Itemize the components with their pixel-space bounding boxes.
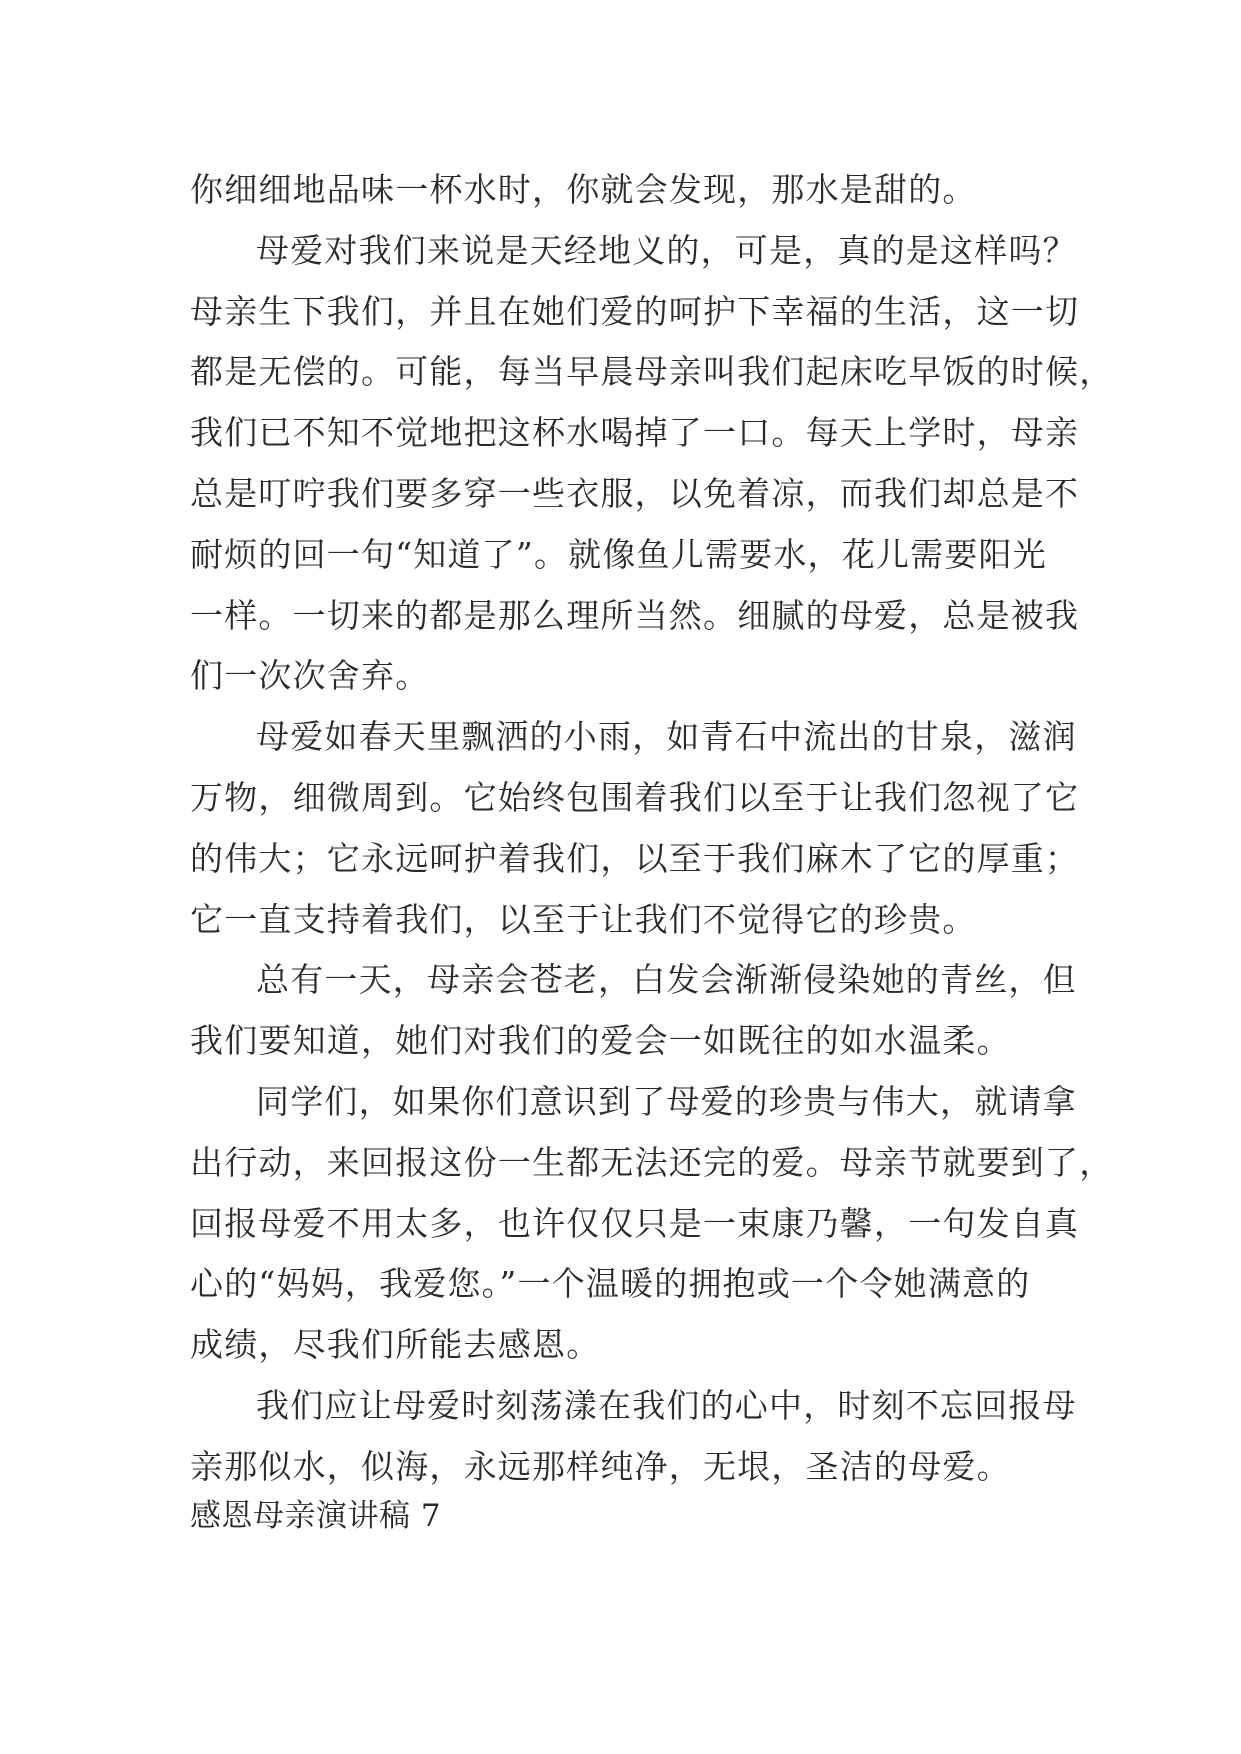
section-heading: 感恩母亲演讲稿 7 (190, 1498, 442, 1534)
text-line: 心的“妈妈，我爱您。”一个温暖的拥抱或一个令她满意的 (190, 1264, 1031, 1304)
paragraph (190, 1072, 1114, 1376)
text-line: 母亲生下我们，并且在她们爱的呵护下幸福的生活，这一切 (190, 291, 1080, 331)
text-line: 成绩，尽我们所能去感恩。 (190, 1325, 601, 1365)
text-line: 母爱对我们来说是天经地义的，可是，真的是这样吗？ (256, 230, 1077, 270)
paragraph (190, 221, 1114, 707)
text-line: 我们已不知不觉地把这杯水喝掉了一口。每天上学时，母亲 (190, 413, 1080, 453)
text-line: 亲那似水，似海，永远那样纯净，无垠，圣洁的母爱。 (190, 1446, 1011, 1486)
text-line: 总是叮咛我们要多穿一些衣服，以免着凉，而我们却总是不 (190, 473, 1080, 513)
text-line: 你细细地品味一杯水时，你就会发现，那水是甜的。 (190, 170, 977, 209)
text-line: 它一直支持着我们，以至于让我们不觉得它的珍贵。 (190, 899, 977, 939)
paragraph (190, 707, 1080, 950)
text-line: 一样。一切来的都是那么理所当然。细腻的母爱，总是被我 (190, 595, 1080, 635)
paragraph (190, 160, 1050, 221)
text-line: 出行动，来回报这份一生都无法还完的爱。母亲节就要到了， (190, 1142, 1114, 1182)
text-line: 母爱如春天里飘洒的小雨，如青石中流出的甘泉，滋润 (256, 717, 1077, 757)
document-body (190, 160, 1114, 1498)
text-line: 回报母爱不用太多，也许仅仅只是一束康乃馨，一句发自真 (190, 1203, 1080, 1243)
text-line: 同学们，如果你们意识到了母爱的珍贵与伟大，就请拿 (256, 1081, 1077, 1121)
text-line: 总有一天，母亲会苍老，白发会渐渐侵染她的青丝，但 (256, 960, 1077, 1000)
text-line: 我们应让母爱时刻荡漾在我们的心中，时刻不忘回报母 (256, 1385, 1077, 1425)
text-line: 都是无偿的。可能，每当早晨母亲叫我们起床吃早饭的时候， (190, 352, 1114, 392)
text-line: 们一次次舍弃。 (190, 656, 430, 696)
text-line: 万物，细微周到。它始终包围着我们以至于让我们忽视了它 (190, 777, 1080, 817)
text-line: 我们要知道，她们对我们的爱会一如既往的如水温柔。 (190, 1021, 1011, 1061)
text-line: 的伟大；它永远呵护着我们，以至于我们麻木了它的厚重； (190, 838, 1080, 878)
paragraph (190, 950, 1077, 1072)
text-line: 耐烦的回一句“知道了”。就像鱼儿需要水，花儿需要阳光 (190, 534, 1047, 574)
paragraph (190, 1376, 1077, 1498)
